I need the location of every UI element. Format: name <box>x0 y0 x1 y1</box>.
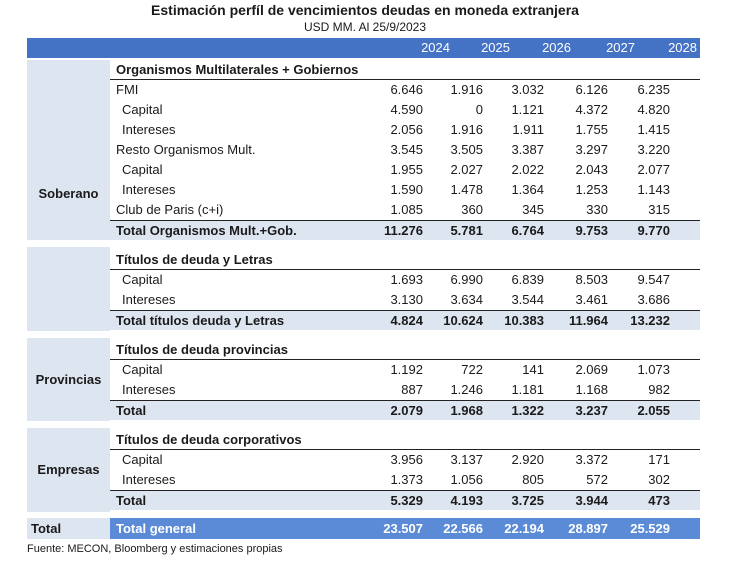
year-header <box>27 38 700 58</box>
row-value: 3.237 <box>575 403 608 418</box>
row-value: 11.276 <box>383 223 423 238</box>
row-value: 2.022 <box>511 162 544 177</box>
table-row <box>110 180 700 199</box>
table-row <box>110 100 700 119</box>
grand-total-value: 25.529 <box>630 521 670 536</box>
row-value: 2.069 <box>575 362 608 377</box>
grand-total-value: 28.897 <box>568 521 608 536</box>
row-value: 3.461 <box>575 292 608 307</box>
row-value: 722 <box>461 362 483 377</box>
table-row <box>110 80 700 99</box>
row-value: 6.839 <box>511 272 544 287</box>
row-label: Total <box>116 493 147 508</box>
total-row <box>110 220 700 240</box>
group-label-provincias: Provincias <box>35 372 102 387</box>
row-label: Total <box>116 403 147 418</box>
row-value: 2.043 <box>575 162 608 177</box>
row-value: 1.322 <box>511 403 544 418</box>
row-value: 3.297 <box>575 142 608 157</box>
grand-total-value: 22.566 <box>443 521 483 536</box>
row-value: 302 <box>648 472 670 487</box>
row-value: 887 <box>401 382 423 397</box>
table-title: Estimación perfíl de vencimientos deudas en moneda extranjera <box>151 2 579 18</box>
year-header-cell: 2028 <box>668 40 697 55</box>
row-value: 2.055 <box>637 403 670 418</box>
row-value: 6.126 <box>575 82 608 97</box>
row-value: 2.077 <box>637 162 670 177</box>
row-value: 1.253 <box>575 182 608 197</box>
row-value: 171 <box>648 452 670 467</box>
year-header-cell: 2027 <box>606 40 635 55</box>
row-value: 1.181 <box>511 382 544 397</box>
row-label: Resto Organismos Mult. <box>116 142 256 157</box>
row-value: 0 <box>475 102 483 117</box>
row-value: 345 <box>522 202 544 217</box>
row-value: 9.770 <box>637 223 670 238</box>
table-row <box>110 450 700 469</box>
row-value: 1.085 <box>390 202 423 217</box>
table-row <box>110 290 700 309</box>
row-value: 1.246 <box>450 382 483 397</box>
section-header <box>110 430 700 450</box>
section-header <box>110 60 700 80</box>
row-value: 11.964 <box>568 313 608 328</box>
row-value: 6.764 <box>511 223 544 238</box>
row-value: 1.955 <box>390 162 423 177</box>
group-label-empresas: Empresas <box>37 462 100 477</box>
row-value: 3.372 <box>575 452 608 467</box>
year-header-cell: 2026 <box>542 40 571 55</box>
row-value: 4.372 <box>575 102 608 117</box>
row-value: 1.364 <box>511 182 544 197</box>
row-value: 315 <box>648 202 670 217</box>
row-value: 3.032 <box>511 82 544 97</box>
year-header-cell: 2024 <box>421 40 450 55</box>
total-row <box>110 310 700 330</box>
row-value: 3.634 <box>450 292 483 307</box>
row-value: 473 <box>648 493 670 508</box>
row-label: Intereses <box>122 382 176 397</box>
row-value: 1.478 <box>450 182 483 197</box>
row-value: 330 <box>586 202 608 217</box>
row-value: 4.193 <box>450 493 483 508</box>
row-label: Capital <box>122 452 163 467</box>
row-label: Total títulos deuda y Letras <box>116 313 285 328</box>
row-value: 1.056 <box>450 472 483 487</box>
row-label: Organismos Multilaterales + Gobiernos <box>116 62 359 77</box>
section-header <box>110 250 700 270</box>
row-value: 8.503 <box>575 272 608 287</box>
row-value: 1.143 <box>637 182 670 197</box>
row-value: 360 <box>461 202 483 217</box>
grand-total-value: 22.194 <box>504 521 544 536</box>
table-row <box>110 120 700 139</box>
table-row <box>110 470 700 489</box>
row-label: FMI <box>116 82 139 97</box>
grand-total-row <box>110 518 700 539</box>
row-value: 2.920 <box>511 452 544 467</box>
grand-total-value: 23.507 <box>383 521 423 536</box>
row-value: 4.824 <box>390 313 423 328</box>
table-subtitle: USD MM. Al 25/9/2023 <box>303 20 427 34</box>
row-value: 3.387 <box>511 142 544 157</box>
group-box-soberano-titles <box>27 247 110 331</box>
row-value: 6.990 <box>450 272 483 287</box>
row-value: 6.235 <box>637 82 670 97</box>
row-label: Capital <box>122 362 163 377</box>
row-value: 10.624 <box>443 313 483 328</box>
row-value: 1.121 <box>511 102 544 117</box>
row-value: 5.329 <box>390 493 423 508</box>
row-label: Club de Paris (c+i) <box>116 202 224 217</box>
row-value: 3.137 <box>450 452 483 467</box>
row-value: 1.916 <box>450 82 483 97</box>
row-value: 13.232 <box>630 313 670 328</box>
row-value: 1.073 <box>637 362 670 377</box>
year-header-cell: 2025 <box>481 40 510 55</box>
section-header <box>110 340 700 360</box>
row-value: 3.686 <box>637 292 670 307</box>
row-value: 1.415 <box>637 122 670 137</box>
row-label: Intereses <box>122 182 176 197</box>
row-value: 982 <box>648 382 670 397</box>
table-row <box>110 270 700 289</box>
row-value: 1.911 <box>512 122 544 137</box>
row-value: 6.646 <box>390 82 423 97</box>
row-value: 2.027 <box>450 162 483 177</box>
row-value: 3.725 <box>511 493 544 508</box>
row-value: 1.590 <box>390 182 423 197</box>
row-value: 1.693 <box>390 272 423 287</box>
total-row <box>110 490 700 510</box>
row-label: Total Organismos Mult.+Gob. <box>116 223 297 238</box>
row-value: 1.968 <box>450 403 483 418</box>
group-label-total: Total <box>27 518 110 539</box>
row-value: 3.220 <box>637 142 670 157</box>
row-value: 5.781 <box>450 223 483 238</box>
row-label: Capital <box>122 272 163 287</box>
row-value: 141 <box>522 362 544 377</box>
row-label: Capital <box>122 162 163 177</box>
total-row <box>110 400 700 420</box>
table-row <box>110 140 700 159</box>
row-value: 9.547 <box>637 272 670 287</box>
table-row <box>110 360 700 379</box>
row-value: 3.130 <box>390 292 423 307</box>
row-value: 1.916 <box>450 122 483 137</box>
row-value: 4.590 <box>390 102 423 117</box>
row-label: Capital <box>122 102 163 117</box>
row-value: 1.755 <box>575 122 608 137</box>
row-value: 805 <box>522 472 544 487</box>
grand-total-label: Total general <box>116 521 196 536</box>
row-value: 1.373 <box>390 472 423 487</box>
row-label: Títulos de deuda corporativos <box>116 432 302 447</box>
table-row <box>110 380 700 399</box>
row-label: Intereses <box>122 292 176 307</box>
table-row <box>110 200 700 219</box>
row-value: 3.956 <box>390 452 423 467</box>
row-value: 1.168 <box>575 382 608 397</box>
row-value: 3.544 <box>511 292 544 307</box>
row-value: 2.079 <box>390 403 423 418</box>
row-label: Intereses <box>122 472 176 487</box>
row-value: 1.192 <box>390 362 423 377</box>
row-value: 4.820 <box>637 102 670 117</box>
row-label: Títulos de deuda y Letras <box>116 252 273 267</box>
row-value: 3.944 <box>575 493 608 508</box>
group-label-soberano: Soberano <box>38 186 99 201</box>
row-value: 10.383 <box>504 313 544 328</box>
row-value: 2.056 <box>390 122 423 137</box>
row-value: 572 <box>586 472 608 487</box>
row-label: Intereses <box>122 122 176 137</box>
row-label: Títulos de deuda provincias <box>116 342 288 357</box>
row-value: 3.505 <box>450 142 483 157</box>
row-value: 9.753 <box>575 223 608 238</box>
group-box-soberano <box>27 60 110 240</box>
row-value: 3.545 <box>390 142 423 157</box>
source-footnote: Fuente: MECON, Bloomberg y estimaciones propias <box>27 543 283 555</box>
table-row <box>110 160 700 179</box>
